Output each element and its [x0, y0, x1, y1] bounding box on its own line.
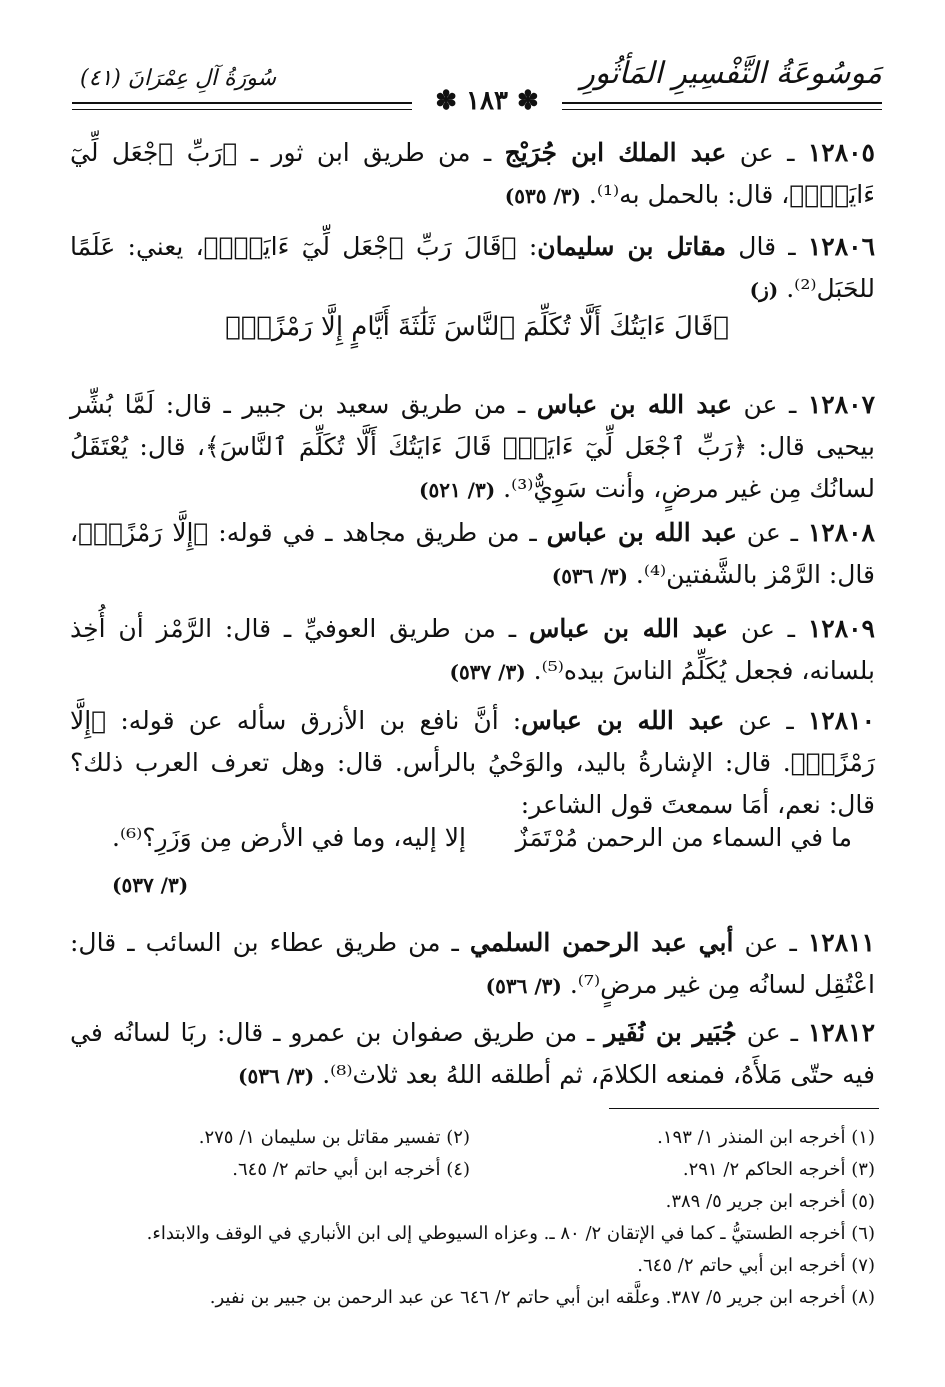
footnote-8: (٨) أخرجه ابن جرير ٥/ ٣٨٧. وعلَّقه ابن أبي حاتم ٢/ ٦٤٦ عن عبد الرحمن بن جبير بن نفير. [209, 1287, 875, 1308]
poem-verse [72, 823, 882, 865]
entry-12806: ١٢٨٠٦ ـ قال مقاتل بن سليمان: ﴿قَالَ رَبِّ ٱجْعَل لِّيٓ ءَايَةًۖ﴾، يعني: عَلَمًا للحَبَل⁽²⁾. (ز) [70, 232, 876, 303]
reference: (٣/ ٥٣٦) [485, 974, 562, 998]
narrator-name: عبد الله بن عباس [528, 614, 729, 643]
narrator-name: مقاتل بن سليمان [537, 232, 727, 261]
entry-12805: ١٢٨٠٥ ـ عن عبد الملك ابن جُرَيْج ـ من طريق ابن ثور ـ ﴿رَبِّ ٱجْعَل لِّيٓ ءَايَةًۖ﴾، قال: بالحمل به⁽¹⁾. (٣/ ٥٣٥) [70, 138, 875, 209]
footnote-4: (٤) أخرجه ابن أبي حاتم ٢/ ٦٤٥. [232, 1159, 470, 1180]
entry-12812: ١٢٨١٢ ـ عن جُبَير بن نُفَير ـ من طريق صفوان بن عمرو ـ قال: ربَا لسانُه في فيه حتّى مَلأَهُ، فمنعه الكلامَ، ثم أطلقه اللهُ بعد ثلاث⁽⁸⁾. (٣/ ٥٣٦) [70, 1018, 875, 1089]
ornament-icon: ✽ [435, 86, 467, 116]
footnotes [65, 1122, 875, 1314]
entry-12810: ١٢٨١٠ ـ عن عبد الله بن عباس: أنَّ نافع بن الأزرق سأله عن قوله: ﴿إِلَّا رَمْزًاۗ﴾. قال: الإشارةُ باليد، والوَحْيُ بالرأس. قال: وهل تعرف العرب ذلك؟ قال: نعم، أمَا سمعتَ قول الشاعر: [70, 706, 875, 819]
reference: (ز) [749, 278, 779, 302]
footnote-1: (١) أخرجه ابن المنذر ١/ ١٩٣. [657, 1127, 875, 1148]
surah-title: سُورَةُ آلِ عِمْرَانَ (٤١) [80, 66, 277, 91]
entry-12809: ١٢٨٠٩ ـ عن عبد الله بن عباس ـ من طريق العوفيِّ ـ قال: الرَّمْز أن أُخِذ بلسانه، فجعل يُكَلِّمُ الناسَ بيده⁽⁵⁾. (٣/ ٥٣٧) [70, 614, 875, 685]
ornament-icon: ✽ [507, 86, 539, 116]
entry-12807: ١٢٨٠٧ ـ عن عبد الله بن عباس ـ من طريق سعيد بن جبير ـ قال: لَمَّا بُشِّر بيحيى قال: ﴿رَبِّ ٱجْعَل لِّيٓ ءَايَةًۖ قَالَ ءَايَتُكَ أَلَّا تُكَلِّمَ ٱلنَّاسَ﴾، قال: يُعْتَقَلُ لسانُك مِن غير مرضٍ، وأنت سَوِيٌّ⁽³⁾. (٣/ ٥٢١) [70, 390, 875, 503]
reference: (٣/ ٥٣٦) [551, 564, 628, 588]
narrator-name: عبد الله بن عباس [546, 518, 737, 547]
page-header [72, 56, 882, 116]
poem-hemistich-2: إلا إليه، وما في الأرض مِن وَزَرِ؟⁽⁶⁾. [112, 823, 467, 852]
footnote-3: (٣) أخرجه الحاكم ٢/ ٢٩١. [682, 1159, 875, 1180]
quran-verse: ﴿قَالَ ءَايَتُكَ أَلَّا تُكَلِّمَ ٱلنَّاسَ ثَلَٰثَةَ أَيَّامٍ إِلَّا رَمْزًاۗ﴾ [225, 312, 729, 342]
reference: (٣/ ٥٢١) [419, 478, 496, 502]
footnote-rule [609, 1108, 879, 1109]
poem-reference: (٣/ ٥٣٧) [112, 873, 189, 897]
narrator-name: عبد الله بن عباس [536, 390, 732, 419]
reference: (٣/ ٥٣٦) [238, 1064, 315, 1088]
entry-12808: ١٢٨٠٨ ـ عن عبد الله بن عباس ـ من طريق مجاهد ـ في قوله: ﴿إِلَّا رَمْزًاۗ﴾، قال: الرَّمْز بالشَّفتين⁽⁴⁾. (٣/ ٥٣٦) [70, 518, 875, 589]
page-number: ✽ ١٨٣ ✽ [412, 86, 562, 116]
narrator-name: أبي عبد الرحمن السلمي [469, 928, 734, 957]
footnote-6: (٦) أخرجه الطستيُّ ـ كما في الإتقان ٢/ ٨٠ ـ. وعزاه السيوطي إلى ابن الأنباري في الوقف والابتداء. [146, 1223, 875, 1244]
entry-12811: ١٢٨١١ ـ عن أبي عبد الرحمن السلمي ـ من طريق عطاء بن السائب ـ قال: اعْتُقِل لسانُه مِن غير مرضٍ⁽⁷⁾. (٣/ ٥٣٦) [70, 928, 875, 999]
book-title: مَوسُوعَةُ التَّفْسِيرِ المَأثُورِ [580, 56, 882, 91]
footnote-2: (٢) تفسير مقاتل بن سليمان ١/ ٢٧٥. [198, 1127, 470, 1148]
footnote-5: (٥) أخرجه ابن جرير ٥/ ٣٨٩. [665, 1191, 875, 1212]
footnote-7: (٧) أخرجه ابن أبي حاتم ٢/ ٦٤٥. [637, 1255, 875, 1276]
poem-hemistich-1: ما في السماء من الرحمن مُرْتَمَزٌ [515, 823, 852, 852]
reference: (٣/ ٥٣٥) [504, 184, 581, 208]
narrator-name: جُبَير بن نُفَير [604, 1018, 737, 1047]
reference: (٣/ ٥٣٧) [449, 660, 526, 684]
narrator-name: عبد الملك ابن جُرَيْج [504, 138, 727, 167]
narrator-name: عبد الله بن عباس [521, 706, 725, 735]
